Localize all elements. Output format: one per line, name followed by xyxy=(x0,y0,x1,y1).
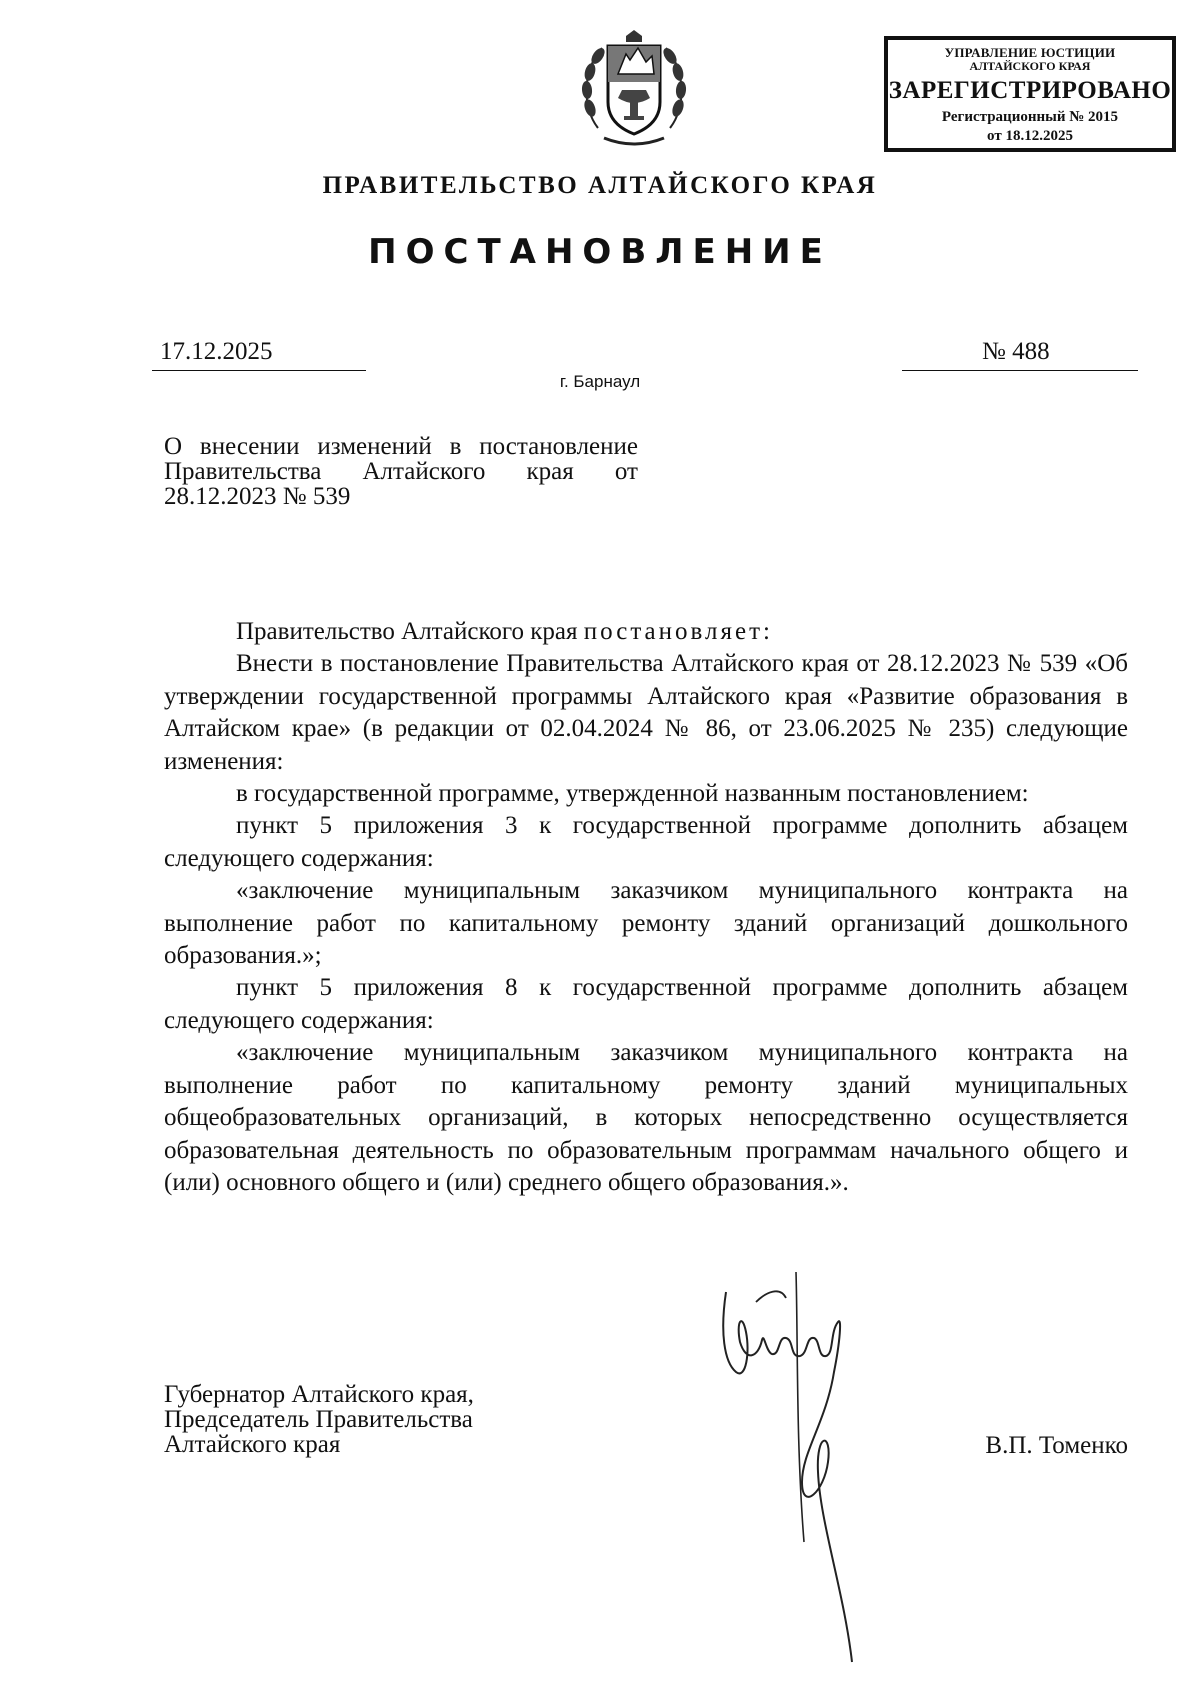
date-underline xyxy=(152,370,366,371)
signatory-name: В.П. Томенко xyxy=(985,1432,1128,1459)
signatory-title-line: Алтайского края xyxy=(164,1431,341,1458)
handwritten-signature xyxy=(706,1262,916,1682)
intro-verb: постановляет: xyxy=(583,618,773,645)
organization-title: ПРАВИТЕЛЬСТВО АЛТАЙСКОГО КРАЯ xyxy=(322,172,878,199)
body-paragraph: «заключение муниципальным заказчиком муниципального контракта на выполнение работ по капитальному ремонту зданий муниципальных общеобразовательных организаций, в которых непосредственно осуществляется образовательная деятельность по образовательным программам начального общего и (или) основного общего и (или) среднего общего образования.». xyxy=(164,1039,1128,1196)
body-paragraph: Внести в постановление Правительства Алтайского края от 28.12.2023 № 539 «Об утверждении государственной программы Алтайского края «Развитие образования в Алтайском крае» (в редакции от 02.04.2024 № 86, от 23.06.2025 № 235) следующие изменения: xyxy=(164,650,1128,775)
body-paragraph: пункт 5 приложения 8 к государственной программе дополнить абзацем следующего содержания: xyxy=(164,974,1128,1034)
document-body xyxy=(164,616,1128,1199)
signatory-title-line: Председатель Правительства xyxy=(164,1406,473,1433)
stamp-authority-line2: АЛТАЙСКОГО КРАЯ xyxy=(969,59,1091,73)
stamp-status: ЗАРЕГИСТРИРОВАНО xyxy=(888,77,1172,104)
intro-lead: Правительство Алтайского края xyxy=(236,618,578,645)
coat-of-arms-emblem xyxy=(578,28,690,152)
document-number: № 488 xyxy=(982,338,1050,365)
city-label: г. Барнаул xyxy=(559,372,641,391)
signatory-title-line: Губернатор Алтайского края, xyxy=(164,1381,474,1408)
number-underline xyxy=(902,370,1138,371)
stamp-authority-line1: УПРАВЛЕНИЕ ЮСТИЦИИ xyxy=(944,45,1116,60)
stamp-reg-number: Регистрационный № 2015 xyxy=(941,109,1119,125)
registration-stamp xyxy=(884,36,1176,152)
document-date: 17.12.2025 xyxy=(160,338,273,365)
body-paragraph: в государственной программе, утвержденной названным постановлением: xyxy=(236,780,1029,808)
body-paragraph: пункт 5 приложения 3 к государственной программе дополнить абзацем следующего содержания: xyxy=(164,812,1128,872)
signatory-title xyxy=(164,1382,474,1457)
body-paragraph: «заключение муниципальным заказчиком муниципального контракта на выполнение работ по капитальному ремонту зданий организаций дошкольного образования.»; xyxy=(164,877,1128,970)
body-paragraph-intro xyxy=(164,616,1128,648)
stamp-reg-date: от 18.12.2025 xyxy=(987,128,1073,144)
document-type-title: ПОСТАНОВЛЕНИЕ xyxy=(368,232,832,272)
document-subject: О внесении изменений в постановление Правительства Алтайского края от 28.12.2023 № 539 xyxy=(164,433,638,510)
